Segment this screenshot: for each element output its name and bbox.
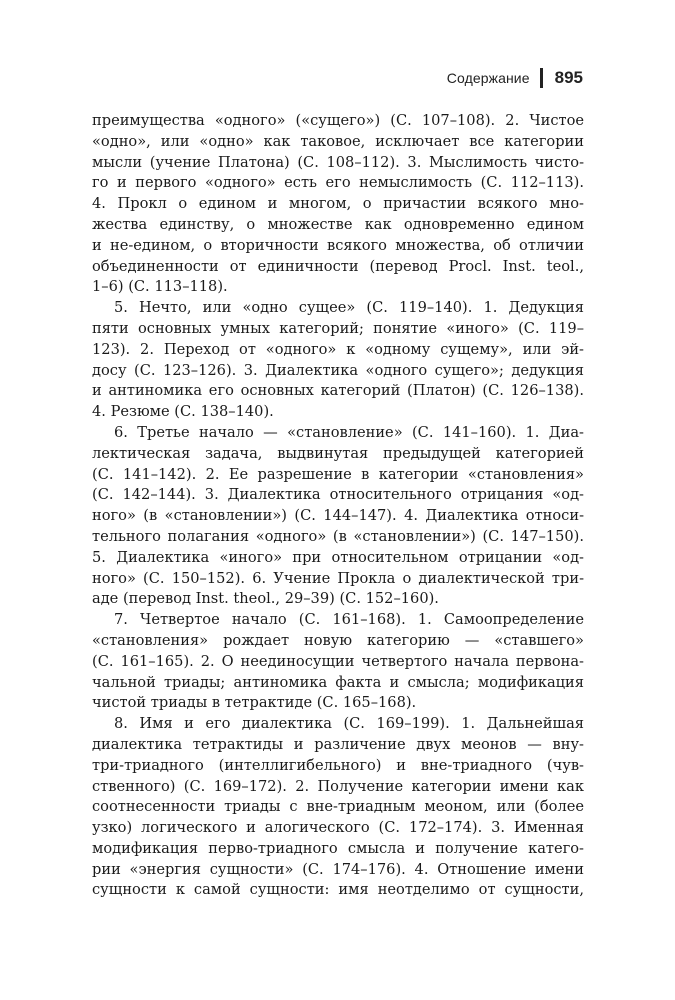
text-line: (С. 161–165). 2. О неединосущии четвертого начала первона- bbox=[92, 652, 584, 670]
text-line: пяти основных умных категорий; понятие «иного» (С. 119– bbox=[92, 319, 584, 337]
text-line: ного» (С. 150–152). 6. Учение Прокла о диалектической три- bbox=[92, 569, 584, 587]
text-line: досу (С. 123–126). 3. Диалектика «одного сущего»; дедукция bbox=[92, 361, 584, 379]
text-line: (С. 142–144). 3. Диалектика относительного отрицания «од- bbox=[92, 486, 584, 504]
chapter-5-entry: 5. Нечто, или «одно сущее» (С. 119–140). 1. Дедукция bbox=[114, 299, 584, 317]
text-line: три-триадного (интеллигибельного) и вне-триадного (чув- bbox=[92, 756, 584, 774]
text-line: лектическая задача, выдвинутая предыдущей категорией bbox=[92, 444, 584, 462]
text-line: преимущества «одного» («сущего») (С. 107–108). 2. Чистое bbox=[92, 112, 584, 129]
text-line: «становления» рождает новую категорию — «ставшего» bbox=[92, 631, 584, 649]
chapter-6-entry: 6. Третье начало — «становление» (С. 141–160). 1. Диа- bbox=[114, 423, 584, 441]
text-line: 4. Резюме (С. 138–140). bbox=[92, 403, 274, 421]
text-line: ственного) (С. 169–172). 2. Получение категории имени как bbox=[92, 777, 584, 795]
running-head bbox=[447, 66, 583, 90]
text-line: и не-едином, о вторичности всякого множества, об отличии bbox=[92, 236, 584, 254]
text-line: сущности к самой сущности: имя неотделимо от сущности, bbox=[92, 881, 584, 899]
text-line: 5. Диалектика «иного» при относительном отрицании «од- bbox=[92, 548, 584, 566]
text-line: узко) логического и алогического (С. 172–174). 3. Именная bbox=[92, 819, 584, 837]
table-of-contents-text bbox=[92, 111, 584, 901]
text-line: рии «энергия сущности» (С. 174–176). 4. Отношение имени bbox=[92, 860, 584, 878]
text-line: ного» (в «становлении») (С. 144–147). 4. Диалектика относи- bbox=[92, 507, 584, 525]
text-line: жества единству, о множестве как одновременно едином bbox=[92, 215, 584, 233]
text-line: го и первого «одного» есть его немыслимость (С. 112–113). bbox=[92, 174, 584, 192]
chapter-7-entry: 7. Четвертое начало (С. 161–168). 1. Самоопределение bbox=[114, 611, 584, 629]
text-line: чистой триады в тетрактиде (С. 165–168). bbox=[92, 694, 417, 712]
text-line: (С. 141–142). 2. Ее разрешение в категории «становления» bbox=[92, 465, 584, 483]
text-line: мысли (учение Платона) (С. 108–112). 3. Мыслимость чисто- bbox=[92, 153, 584, 171]
section-title: Содержание bbox=[446, 70, 530, 86]
chapter-8-entry: 8. Имя и его диалектика (С. 169–199). 1. Дальнейшая bbox=[114, 715, 584, 733]
text-line: «одно», или «одно» как таковое, исключает все категории bbox=[92, 132, 584, 150]
text-line: 4. Прокл о едином и многом, о причастии всякого мно- bbox=[92, 195, 584, 213]
text-line: аде (перевод Inst. theol., 29–39) (С. 152–160). bbox=[92, 590, 439, 608]
text-line: тельного полагания «одного» (в «становлении») (С. 147–150). bbox=[92, 527, 584, 545]
text-line: чальной триады; антиномика факта и смысла; модификация bbox=[92, 673, 584, 691]
text-line: диалектика тетрактиды и различение двух меонов — вну- bbox=[92, 735, 584, 753]
text-line: соотнесенности триады с вне-триадным меоном, или (более bbox=[92, 798, 584, 816]
text-line: объединенности от единичности (перевод Procl. Inst. teol., bbox=[92, 257, 584, 275]
page-number: 895 bbox=[554, 68, 583, 87]
text-line: 1–6) (С. 113–118). bbox=[92, 278, 228, 296]
text-line: 123). 2. Переход от «одного» к «одному сущему», или эй- bbox=[92, 340, 584, 358]
text-line: и антиномика его основных категорий (Платон) (С. 126–138). bbox=[92, 382, 584, 400]
text-line: модификация перво-триадного смысла и получение катего- bbox=[92, 839, 584, 857]
header-divider bbox=[540, 68, 543, 88]
